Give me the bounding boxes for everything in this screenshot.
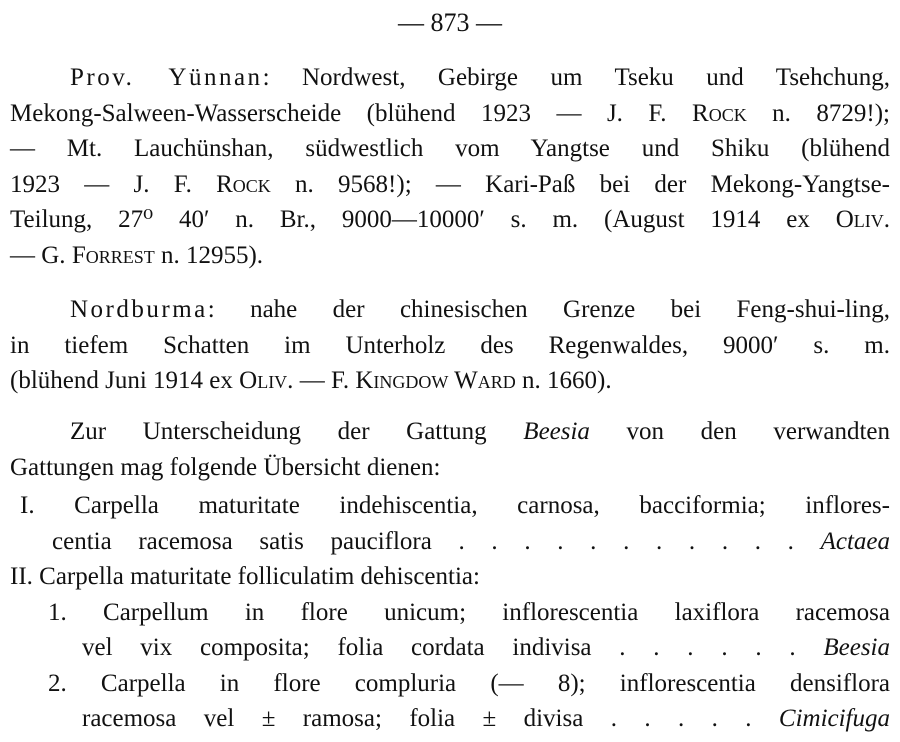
- text-segment: racemosa vel ± ramosa; folia ± divisa . . . . .: [82, 705, 779, 732]
- text-segment: n. 12955).: [154, 241, 264, 269]
- text-line: [48, 669, 890, 699]
- text-line: [10, 205, 890, 235]
- collector-name: Oliv.: [239, 367, 294, 394]
- text-segment: n. 9568!); — Kari-Paß bei der Mekong-Yangtse-: [270, 170, 890, 198]
- text-segment: (blühend Juni 1914 ex: [10, 367, 240, 394]
- text-segment: n. 8729!);: [746, 99, 890, 127]
- text-line: [10, 134, 890, 164]
- text-line: [10, 99, 890, 129]
- text-line: [10, 170, 890, 200]
- text-segment: Prov. Yünnan: [70, 64, 263, 91]
- text-segment: centia racemosa satis pauciflora . . . . . . . . . . .: [52, 527, 821, 555]
- text-segment: 2. Carpella in flore compluria (— 8); inflorescentia densiflora: [48, 669, 890, 697]
- text-line: [70, 295, 890, 325]
- text-line: [82, 704, 890, 734]
- text-line: [10, 241, 890, 271]
- collector-name: Oliv.: [835, 206, 890, 233]
- text-line: [10, 331, 890, 361]
- text-segment: I. Carpella maturitate indehiscentia, carnosa, bacciformia; inflores-: [20, 492, 890, 519]
- collector-name: Rock: [692, 99, 747, 127]
- text-segment: n. 1660).: [515, 367, 612, 394]
- text-segment: 1. Carpellum in flore unicum; inflorescentia laxiflora racemosa: [48, 598, 890, 626]
- text-segment: vel vix composita; folia cordata indivisa . . . . . .: [82, 634, 824, 661]
- text-line: [52, 527, 890, 557]
- collector-name: Forrest: [71, 241, 155, 269]
- text-line: [20, 491, 890, 521]
- text-line: [70, 417, 890, 447]
- italic-genus-name: Cimicifuga: [778, 705, 890, 732]
- text-line: [10, 453, 890, 483]
- page-number: — 873 —: [398, 8, 502, 37]
- italic-genus-name: Actaea: [820, 527, 890, 555]
- text-segment: Mekong-Salween-Wasserscheide (blühend 1923 — J. F.: [10, 99, 693, 127]
- text-segment: von den verwandten: [589, 418, 890, 445]
- text-segment: — Mt. Lauchünshan, südwestlich vom Yangtse und Shiku (blühend: [10, 135, 890, 162]
- collector-name: Kingdow Ward: [355, 367, 516, 394]
- text-segment: Nordburma: [70, 296, 208, 323]
- italic-genus-name: Beesia: [823, 634, 890, 661]
- text-segment: Zur Unterscheidung der Gattung: [70, 418, 524, 445]
- text-segment: Gattungen mag folgende Übersicht dienen:: [10, 453, 441, 481]
- text-segment: : nahe der chinesischen Grenze bei Feng-shui-ling,: [207, 296, 890, 323]
- italic-genus-name: Beesia: [523, 418, 590, 445]
- text-segment: II. Carpella maturitate folliculatim dehiscentia:: [10, 563, 480, 590]
- text-line: [82, 633, 890, 663]
- text-line: [48, 598, 890, 628]
- text-line: [70, 63, 890, 93]
- text-segment: in tiefem Schatten im Unterholz des Regenwaldes, 9000′ s. m.: [10, 331, 890, 359]
- text-segment: : Nordwest, Gebirge um Tseku und Tsehchung,: [262, 64, 890, 91]
- text-segment: Teilung, 27⁰ 40′ n. Br., 9000—10000′ s. m. (August 1914 ex: [10, 206, 836, 233]
- text-segment: 1923 — J. F.: [10, 170, 217, 198]
- text-line: [10, 562, 890, 592]
- text-line: [10, 366, 890, 396]
- text-segment: — G.: [10, 241, 72, 269]
- text-segment: — F.: [293, 367, 356, 394]
- collector-name: Rock: [216, 170, 271, 198]
